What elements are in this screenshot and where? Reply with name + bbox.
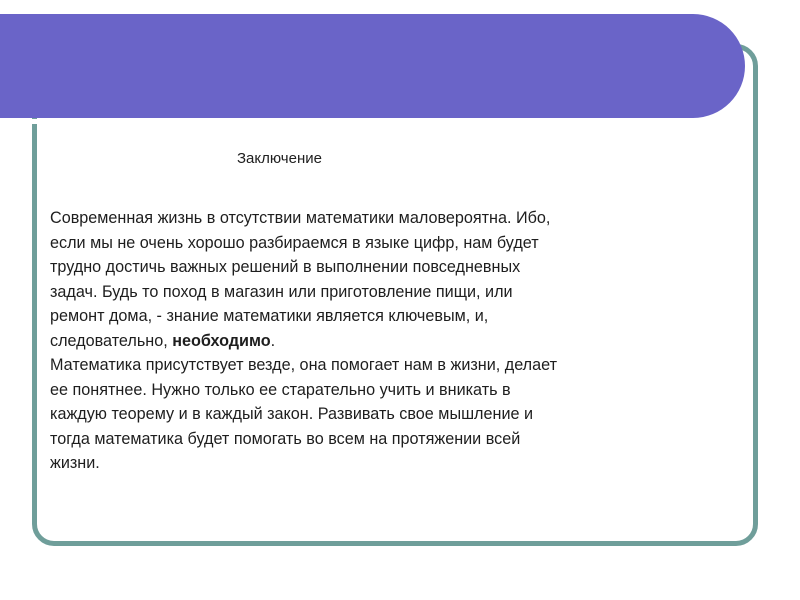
paragraph-1 [50, 206, 710, 353]
slide-body [50, 206, 710, 476]
paragraph-1-text: Современная жизнь в отсутствии математики маловероятна. Ибо, если мы не очень хорошо разбираемся в языке цифр, нам будет трудно достичь важных решений в выполнении повседневных задач. Будь то поход в магазин или приготовление пищи, или ремонт дома, - знание математики является ключевым, и, следовательно, [50, 209, 551, 350]
slide-title: Заключение [237, 150, 322, 167]
header-divider-line [0, 119, 704, 124]
paragraph-1-end: . [270, 331, 276, 350]
header-bar [0, 14, 745, 118]
paragraph-2: Математика присутствует везде, она помогает нам в жизни, делает ее понятнее. Нужно только ее старательно учить и вникать в каждую теорему и в каждый закон. Развивать свое мышление и тогда математика будет помогать во всем на протяжении всей жизни. [50, 356, 558, 472]
paragraph-1-emphasis: необходимо [172, 331, 271, 350]
